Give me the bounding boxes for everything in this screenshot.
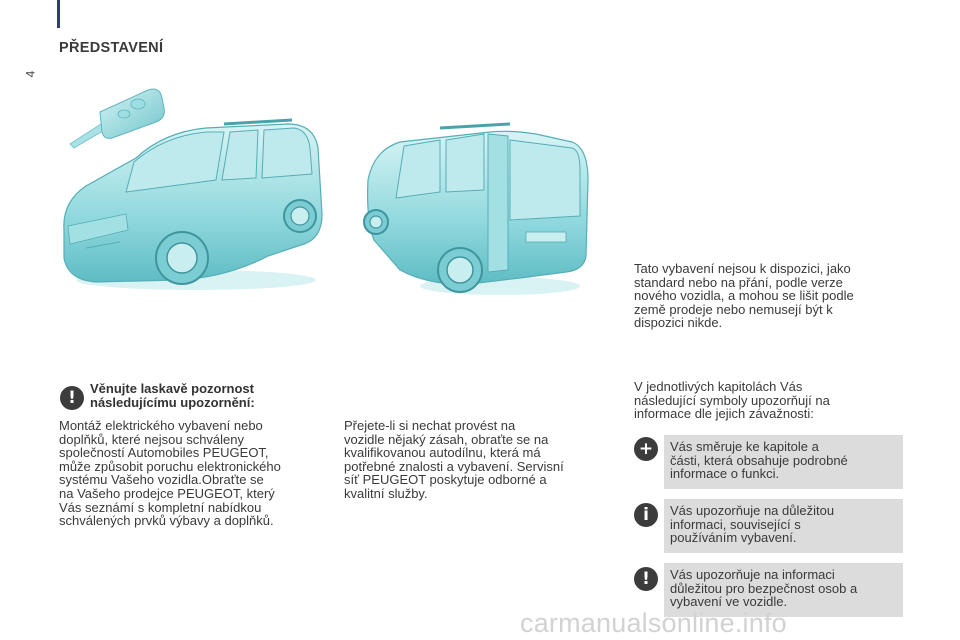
watermark: carmanualsonline.info: [520, 608, 787, 638]
symbols-intro: V jednotlivých kapitolách Vás následující symboly upozorňují na informace dle jejich závažnosti:: [634, 379, 830, 422]
symbol-box-plus: [664, 435, 903, 489]
symbol-text-exclamation: Vás upozorňuje na informaci důležitou pro bezpečnost osob a vybavení ve vozidle.: [670, 567, 858, 610]
exclamation-icon: !: [634, 567, 658, 591]
exclamation-icon: !: [60, 386, 84, 410]
warning-title: Věnujte laskavě pozornost následujícímu upozornění:: [90, 381, 255, 410]
car-front-illustration: [56, 118, 326, 294]
warning-body: Montáž elektrického vybavení nebo doplňků, které nejsou schváleny společností Automobiles PEUGEOT, může způsobit poruchu elektronického systému Vašeho vozidla.Obraťte se na Vašeho prodejce PEUGEOT, který Vás seznámí s kompletní nabídkou schválených prvků výbavy a doplňků.: [59, 418, 281, 529]
symbol-box-info: [664, 499, 903, 553]
margin-line: [57, 0, 60, 28]
page-number: 4: [23, 70, 38, 78]
symbol-text-info: Vás upozorňuje na důležitou informaci, související s používáním vybavení.: [670, 503, 835, 546]
car-rear-illustration: [360, 120, 596, 298]
service-paragraph: Přejete-li si nechat provést na vozidle nějaký zásah, obraťte se na kvalifikovanou autodílnu, která má potřebné znalosti a vybavení. Servisní síť PEUGEOT poskytuje odborné a kvalitní služby.: [344, 418, 564, 501]
info-icon: i: [634, 503, 658, 527]
symbol-text-plus: Vás směruje ke kapitole a části, která obsahuje podrobné informace o funkci.: [670, 439, 848, 482]
plus-icon: +: [634, 437, 658, 461]
page-title: PŘEDSTAVENÍ: [59, 40, 164, 56]
intro-paragraph: Tato vybavení nejsou k dispozici, jako standard nebo na přání, podle verze nového vozidla, a mohou se lišit podle země prodeje nebo nemusejí být k dispozici nikde.: [634, 261, 854, 331]
